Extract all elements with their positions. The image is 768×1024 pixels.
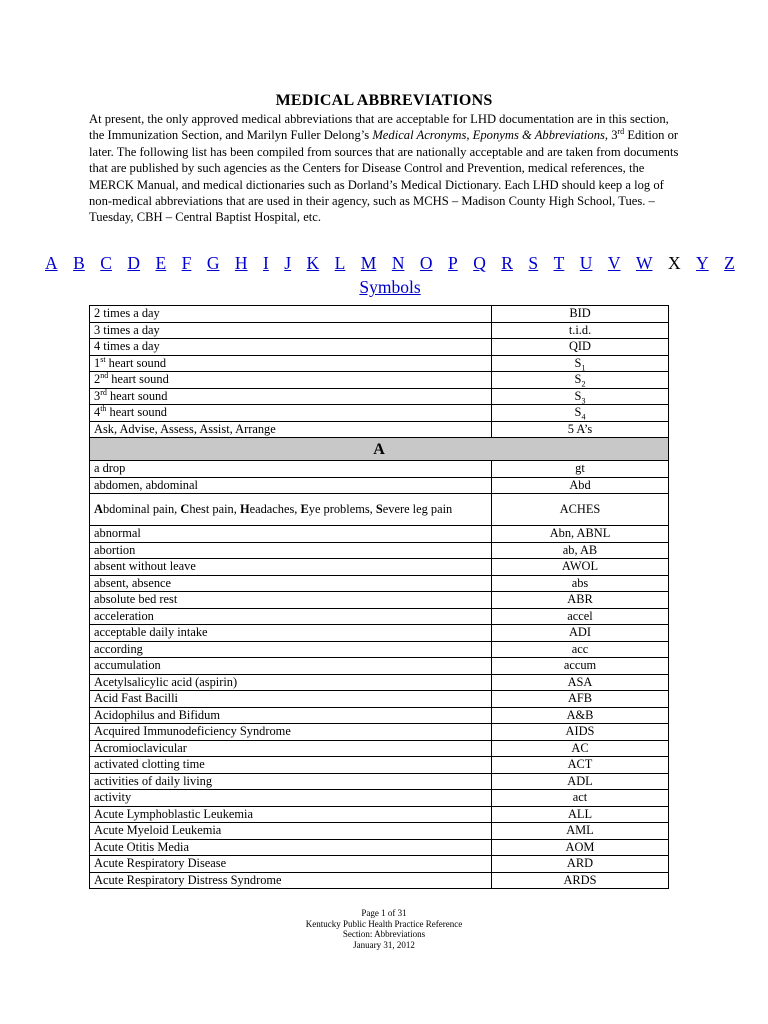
intro-paragraph xyxy=(89,111,679,226)
book-title: Medical Acronyms, Eponyms & Abbreviations, xyxy=(372,128,609,143)
table-row xyxy=(90,773,669,790)
abbreviation-cell: ARD xyxy=(492,856,669,873)
abbreviation-cell: A&B xyxy=(492,707,669,724)
abbreviation-cell: ASA xyxy=(492,674,669,691)
term-cell: Acute Otitis Media xyxy=(90,839,492,856)
alpha-link-o[interactable]: O xyxy=(419,253,433,273)
section-header-a xyxy=(90,438,669,461)
table-row xyxy=(90,757,669,774)
table-row xyxy=(90,823,669,840)
alpha-link-t[interactable]: T xyxy=(553,253,565,273)
table-row xyxy=(90,355,669,372)
alphabet-letter-row xyxy=(45,252,735,274)
table-row xyxy=(90,740,669,757)
term-cell: a drop xyxy=(90,461,492,478)
term-cell: absent without leave xyxy=(90,559,492,576)
table-row xyxy=(90,608,669,625)
table-row xyxy=(90,322,669,339)
abbreviation-cell: ABR xyxy=(492,592,669,609)
abbreviation-cell: ab, AB xyxy=(492,542,669,559)
term-cell: 2nd heart sound xyxy=(90,372,492,389)
footer-date: January 31, 2012 xyxy=(353,939,415,950)
term-cell: Acidophilus and Bifidum xyxy=(90,707,492,724)
alpha-link-a[interactable]: A xyxy=(45,253,58,273)
abbreviations-table xyxy=(89,305,669,889)
abbreviation-cell: $S_2$ xyxy=(492,372,669,389)
table-row xyxy=(90,559,669,576)
table-row xyxy=(90,494,669,526)
alpha-link-l[interactable]: L xyxy=(334,253,346,273)
term-cell: acceleration xyxy=(90,608,492,625)
table-row xyxy=(90,388,669,405)
abbreviation-cell: AIDS xyxy=(492,724,669,741)
alpha-link-i[interactable]: I xyxy=(263,253,269,273)
ordinal-superscript: th xyxy=(100,404,107,414)
term-cell: 4 times a day xyxy=(90,339,492,356)
alpha-link-h[interactable]: H xyxy=(234,253,248,273)
abbreviation-cell: gt xyxy=(492,461,669,478)
edition-superscript: rd xyxy=(617,127,625,137)
abbreviation-cell: $S_1$ xyxy=(492,355,669,372)
abbreviation-cell: QID xyxy=(492,339,669,356)
abbreviation-cell: AWOL xyxy=(492,559,669,576)
table-row xyxy=(90,421,669,438)
alpha-link-y[interactable]: Y xyxy=(696,253,709,273)
abbreviation-cell: abs xyxy=(492,575,669,592)
term-cell: 3rd heart sound xyxy=(90,388,492,405)
alpha-link-d[interactable]: D xyxy=(127,253,141,273)
alpha-link-f[interactable]: F xyxy=(181,253,192,273)
footer-section: Section: Abbreviations xyxy=(342,929,426,939)
table-row xyxy=(90,526,669,543)
alpha-link-q[interactable]: Q xyxy=(473,253,486,273)
subscript: 1 xyxy=(581,363,586,373)
term-cell: Acid Fast Bacilli xyxy=(90,691,492,708)
table-row xyxy=(90,461,669,478)
alpha-link-w[interactable]: W xyxy=(635,253,653,273)
term-cell: abnormal xyxy=(90,526,492,543)
table-row xyxy=(90,339,669,356)
term-cell: Acute Respiratory Distress Syndrome xyxy=(90,872,492,889)
alpha-link-m[interactable]: M xyxy=(360,253,377,273)
ordinal-superscript: nd xyxy=(100,371,109,381)
abbreviation-cell: AC xyxy=(492,740,669,757)
table-row xyxy=(90,658,669,675)
ordinal-superscript: st xyxy=(100,354,106,364)
abbreviation-cell: Abd xyxy=(492,477,669,494)
term-cell: Ask, Advise, Assess, Assist, Arrange xyxy=(90,421,492,438)
table-row xyxy=(90,674,669,691)
abbreviation-cell: AFB xyxy=(492,691,669,708)
abbreviation-cell: Abn, ABNL xyxy=(492,526,669,543)
alpha-link-p[interactable]: P xyxy=(448,253,458,273)
term-cell: abdomen, abdominal xyxy=(90,477,492,494)
table-row xyxy=(90,724,669,741)
table-row xyxy=(90,806,669,823)
term-cell: acceptable daily intake xyxy=(90,625,492,642)
term-cell: Acute Respiratory Disease xyxy=(90,856,492,873)
term-cell: 1st heart sound xyxy=(90,355,492,372)
table-row xyxy=(90,691,669,708)
abbreviation-cell: AML xyxy=(492,823,669,840)
alpha-link-b[interactable]: B xyxy=(73,253,85,273)
symbols-link[interactable]: Symbols xyxy=(359,277,421,297)
table-row xyxy=(90,839,669,856)
abbreviation-cell: ALL xyxy=(492,806,669,823)
alpha-link-x: X xyxy=(667,253,681,273)
term-cell: 2 times a day xyxy=(90,306,492,323)
term-cell: Acromioclavicular xyxy=(90,740,492,757)
subscript: 4 xyxy=(581,412,586,422)
term-cell: 4th heart sound xyxy=(90,405,492,422)
term-cell: Acetylsalicylic acid (aspirin) xyxy=(90,674,492,691)
abbreviation-cell: ACHES xyxy=(492,494,669,526)
abbreviation-cell: ARDS xyxy=(492,872,669,889)
term-cell: activities of daily living xyxy=(90,773,492,790)
table-row xyxy=(90,575,669,592)
intro-text-start: At present, the only approved medical abbreviations that are acceptable for LHD documentation are in this section, the Immunization Section, and Marilyn Fuller Delong’s xyxy=(89,112,669,143)
alpha-link-v[interactable]: V xyxy=(607,253,621,273)
table-row xyxy=(90,306,669,323)
abbreviation-cell: $S_4$ xyxy=(492,405,669,422)
alpha-link-z[interactable]: Z xyxy=(724,253,735,273)
footer-page-number: Page 1 of 31 xyxy=(361,908,407,918)
term-cell: activity xyxy=(90,790,492,807)
term-cell: Acute Lymphoblastic Leukemia xyxy=(90,806,492,823)
term-cell: Abdominal pain, Chest pain, Headaches, Eye problems, Severe leg pain xyxy=(90,494,492,526)
intro-text-rest: Edition or later. The following list has been compiled from sources that are nationally acceptable and are taken from documents that are published by such agencies as the Centers for Disease Control and Prevention, medical references, the MERCK Manual, and medical dictionaries such as Dorland’s Medical Dictionary. Each LHD should keep a log of non-medical abbreviations that are used in their agency, such as MCHS – Madison County High School, Tues. – Tuesday, CBH – Central Baptist Hospital, etc. xyxy=(89,128,679,225)
alpha-link-k[interactable]: K xyxy=(306,253,320,273)
abbreviation-cell: accel xyxy=(492,608,669,625)
table-row xyxy=(90,405,669,422)
table-row xyxy=(90,856,669,873)
term-cell: activated clotting time xyxy=(90,757,492,774)
term-cell: Acute Myeloid Leukemia xyxy=(90,823,492,840)
table-row xyxy=(90,542,669,559)
term-cell: absent, absence xyxy=(90,575,492,592)
alpha-link-c[interactable]: C xyxy=(100,253,112,273)
page-title: MEDICAL ABBREVIATIONS xyxy=(275,92,493,109)
alphabet-index xyxy=(40,252,740,298)
table-row xyxy=(90,592,669,609)
abbreviation-cell: AOM xyxy=(492,839,669,856)
abbreviation-cell: $S_3$ xyxy=(492,388,669,405)
term-cell: absolute bed rest xyxy=(90,592,492,609)
table-row xyxy=(90,790,669,807)
table-row xyxy=(90,872,669,889)
abbreviation-cell: acc xyxy=(492,641,669,658)
alpha-link-g[interactable]: G xyxy=(206,253,220,273)
alpha-link-s[interactable]: S xyxy=(528,253,539,273)
term-cell: according xyxy=(90,641,492,658)
subscript: 2 xyxy=(581,379,586,389)
abbreviation-cell: 5 A’s xyxy=(492,421,669,438)
abbreviation-cell: accum xyxy=(492,658,669,675)
page-footer xyxy=(0,908,768,950)
term-cell: Acquired Immunodeficiency Syndrome xyxy=(90,724,492,741)
alpha-link-r[interactable]: R xyxy=(501,253,513,273)
subscript: 3 xyxy=(581,396,586,406)
section-heading: A xyxy=(90,438,669,461)
edition-number: 3 xyxy=(608,128,618,143)
term-cell: abortion xyxy=(90,542,492,559)
abbreviation-cell: BID xyxy=(492,306,669,323)
alpha-link-e[interactable]: E xyxy=(155,253,167,273)
abbreviation-cell: ADL xyxy=(492,773,669,790)
abbreviation-cell: act xyxy=(492,790,669,807)
term-cell: 3 times a day xyxy=(90,322,492,339)
alpha-link-u[interactable]: U xyxy=(579,253,593,273)
table-row xyxy=(90,477,669,494)
ordinal-superscript: rd xyxy=(100,387,107,397)
term-cell: accumulation xyxy=(90,658,492,675)
alpha-link-j[interactable]: J xyxy=(284,253,292,273)
abbreviation-cell: ACT xyxy=(492,757,669,774)
alpha-link-n[interactable]: N xyxy=(391,253,405,273)
abbreviation-cell: ADI xyxy=(492,625,669,642)
table-row xyxy=(90,372,669,389)
table-row xyxy=(90,641,669,658)
table-row xyxy=(90,707,669,724)
abbreviation-cell: t.i.d. xyxy=(492,322,669,339)
table-row xyxy=(90,625,669,642)
footer-reference: Kentucky Public Health Practice Reference xyxy=(305,918,463,929)
